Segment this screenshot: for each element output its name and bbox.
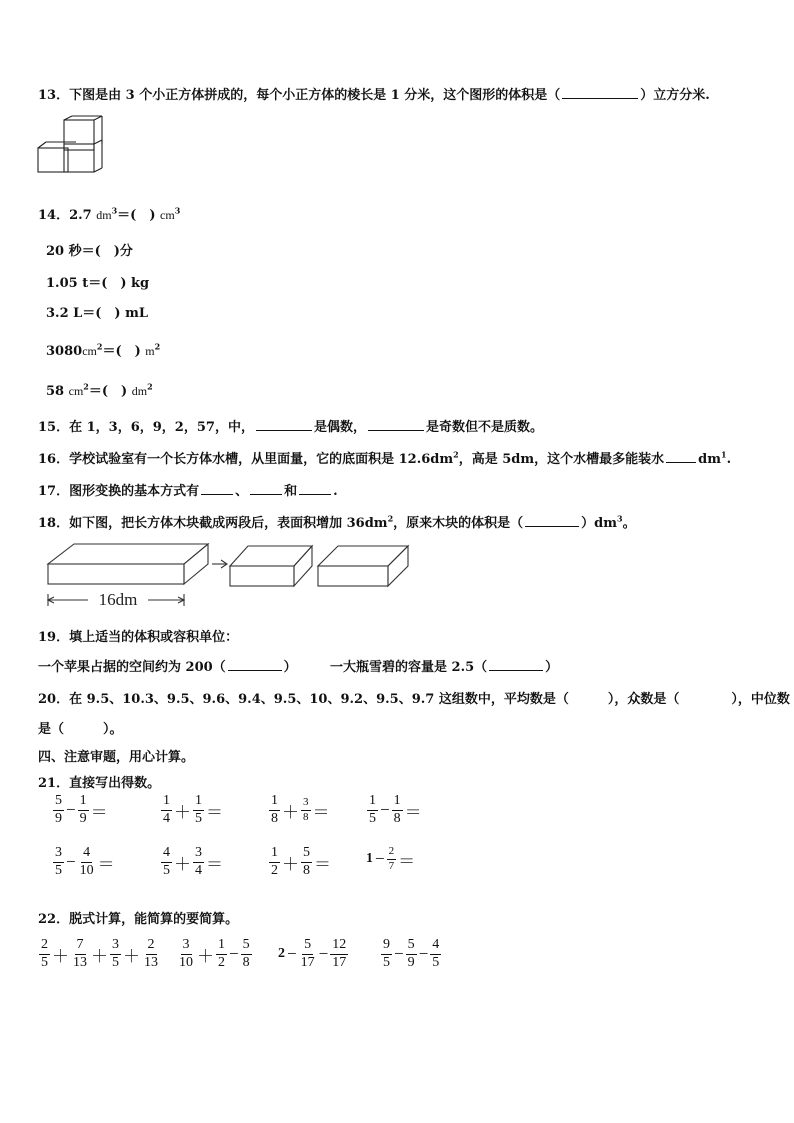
whole-number: 1 [366, 851, 373, 867]
fraction: $\frac{4}{5}$ [163, 845, 170, 878]
answer-blank[interactable] [489, 658, 543, 671]
fraction: $\frac{3}{4}$ [195, 845, 202, 878]
operator: ＋ [282, 802, 299, 822]
q14-line-tons: 1.05 t＝( ) kg [46, 276, 150, 291]
fraction: $\frac{1}{8}$ [393, 793, 401, 826]
question-18: 18．如下图，把长方体木块截成两段后，表面积增加 $36dm^2$，原来木块的体积是（ ）$dm^3$。 [38, 513, 636, 531]
fraction: $\frac{3}{10}$ [179, 937, 193, 970]
equals-sign: ＝ [206, 802, 223, 822]
answer-blank[interactable] [299, 482, 331, 495]
fraction: $\frac{5}{9}$ [407, 937, 415, 970]
question-20-cont: 是（ ）。 [38, 722, 123, 737]
length-label: 16dm [98, 590, 138, 609]
operator: ＋ [123, 946, 140, 966]
answer-blank[interactable] [250, 482, 282, 495]
expression [366, 846, 416, 872]
question-21: 21．直接写出得数。 [38, 776, 161, 791]
expression [160, 846, 224, 878]
expression [38, 938, 161, 970]
equals-sign: ＝ [398, 851, 416, 871]
fraction: $\frac{3}{5}$ [112, 937, 119, 970]
question-number: 13． [38, 88, 70, 103]
operator: − [375, 849, 385, 869]
fraction: $\frac{2}{13}$ [144, 937, 158, 970]
question-20: 20．在 9.5、10.3、9.5、9.6、9.4、9.5、10、9.2、9.5、9.7 这组数中，平均数是（ ），众数是（ ），中位数 [38, 692, 790, 707]
equals-sign: ＝ [90, 802, 108, 822]
question-17: 17．图形变换的基本方式有 、 和 . [38, 484, 338, 499]
answer-blank[interactable] [201, 482, 233, 495]
block-cut-figure [44, 538, 414, 610]
operator: − [318, 944, 329, 964]
fraction: $\frac{4}{5}$ [432, 937, 440, 970]
fraction: $\frac{1}{9}$ [79, 793, 87, 826]
fraction: $\frac{9}{5}$ [383, 937, 390, 970]
fraction: $\frac{1}{5}$ [369, 793, 376, 826]
fraction: $\frac{5}{8}$ [303, 845, 310, 878]
operator: ＋ [52, 946, 69, 966]
expression [52, 794, 109, 826]
fraction: $\frac{5}{8}$ [242, 937, 250, 970]
operator: − [394, 944, 404, 964]
question-14: 14．2.7 $dm^3=$( ) $cm^3$ [38, 205, 181, 223]
question-19: 19．填上适当的体积或容积单位： [38, 630, 239, 645]
question-number: 14． [38, 208, 70, 223]
equals-sign: ＝ [312, 802, 330, 822]
q14-line-seconds: 20 秒＝( )分 [46, 244, 133, 259]
fraction: $\frac{12}{17}$ [332, 937, 347, 970]
fraction: $\frac{5}{9}$ [55, 793, 62, 826]
q14-line-liters: 3.2 L＝( ) mL [46, 306, 149, 321]
operator: ＋ [197, 946, 214, 966]
question-15: 15．在 1，3，6，9，2，57，中， 是偶数， 是奇数但不是质数。 [38, 420, 543, 435]
answer-blank[interactable] [368, 418, 424, 431]
operator: − [66, 852, 76, 872]
answer-blank[interactable] [562, 86, 638, 99]
operator: − [418, 944, 429, 964]
fraction: $\frac{2}{7}$ [388, 845, 395, 872]
q14-line-cm2-m2: $3080cm^2=$( ) $m^2$ [46, 341, 161, 359]
cubes-figure [36, 114, 106, 176]
expression [160, 794, 224, 826]
question-13 [38, 84, 710, 103]
question-text-end: ）立方分米. [640, 88, 710, 103]
operator: − [380, 800, 390, 820]
fraction: $\frac{1}{5}$ [195, 793, 202, 826]
fraction: $\frac{1}{8}$ [271, 793, 278, 826]
operator: − [229, 944, 239, 964]
question-22: 22．脱式计算，能简算的要简算。 [38, 912, 239, 927]
answer-blank[interactable] [525, 514, 579, 527]
fraction: $\frac{4}{10}$ [79, 845, 94, 878]
equals-sign: ＝ [97, 854, 115, 874]
equals-sign: ＝ [206, 854, 223, 874]
operator: ＋ [174, 854, 191, 874]
expression [380, 938, 442, 970]
answer-blank[interactable] [666, 450, 696, 463]
q19-apple: 一个苹果占据的空间约为 200（ ） [38, 660, 297, 675]
question-16: 16．学校试验室有一个长方体水槽，从里面量，它的底面积是 $12.6dm^2$，高是 5dm，这个水槽最多能装水 $dm^1$. [38, 449, 732, 467]
fraction: $\frac{1}{2}$ [218, 937, 225, 970]
equals-sign: ＝ [404, 802, 422, 822]
fraction: $\frac{5}{17}$ [300, 937, 315, 970]
expression [176, 938, 253, 970]
operator: ＋ [174, 802, 191, 822]
question-text: 下图是由 3 个小正方体拼成的，每个小正方体的棱长是 1 分米，这个图形的体积是（ [69, 88, 561, 103]
expression [268, 794, 331, 826]
section-title: 四、注意审题，用心计算。 [38, 750, 195, 765]
answer-blank[interactable] [256, 418, 312, 431]
expression [366, 794, 423, 826]
whole-number: 2 [278, 946, 285, 962]
answer-blank[interactable] [228, 658, 282, 671]
operator: ＋ [91, 946, 108, 966]
fraction: $\frac{1}{4}$ [163, 793, 170, 826]
q14-line-cm2-dm2: 58 $cm^2=$( ) $dm^2$ [46, 381, 153, 399]
operator: − [287, 944, 297, 964]
q19-sprite: 一大瓶雪碧的容量是 2.5（ ） [330, 660, 559, 675]
operator: ＋ [282, 854, 299, 874]
fraction: $\frac{3}{8}$ [303, 796, 309, 823]
expression [52, 846, 116, 878]
expression [278, 938, 349, 970]
fraction: $\frac{1}{2}$ [271, 845, 278, 878]
equals-sign: ＝ [314, 854, 331, 874]
fraction: $\frac{7}{13}$ [73, 937, 87, 970]
expression [268, 846, 332, 878]
fraction: $\frac{2}{5}$ [41, 937, 48, 970]
operator: − [66, 800, 76, 820]
fraction: $\frac{3}{5}$ [55, 845, 62, 878]
